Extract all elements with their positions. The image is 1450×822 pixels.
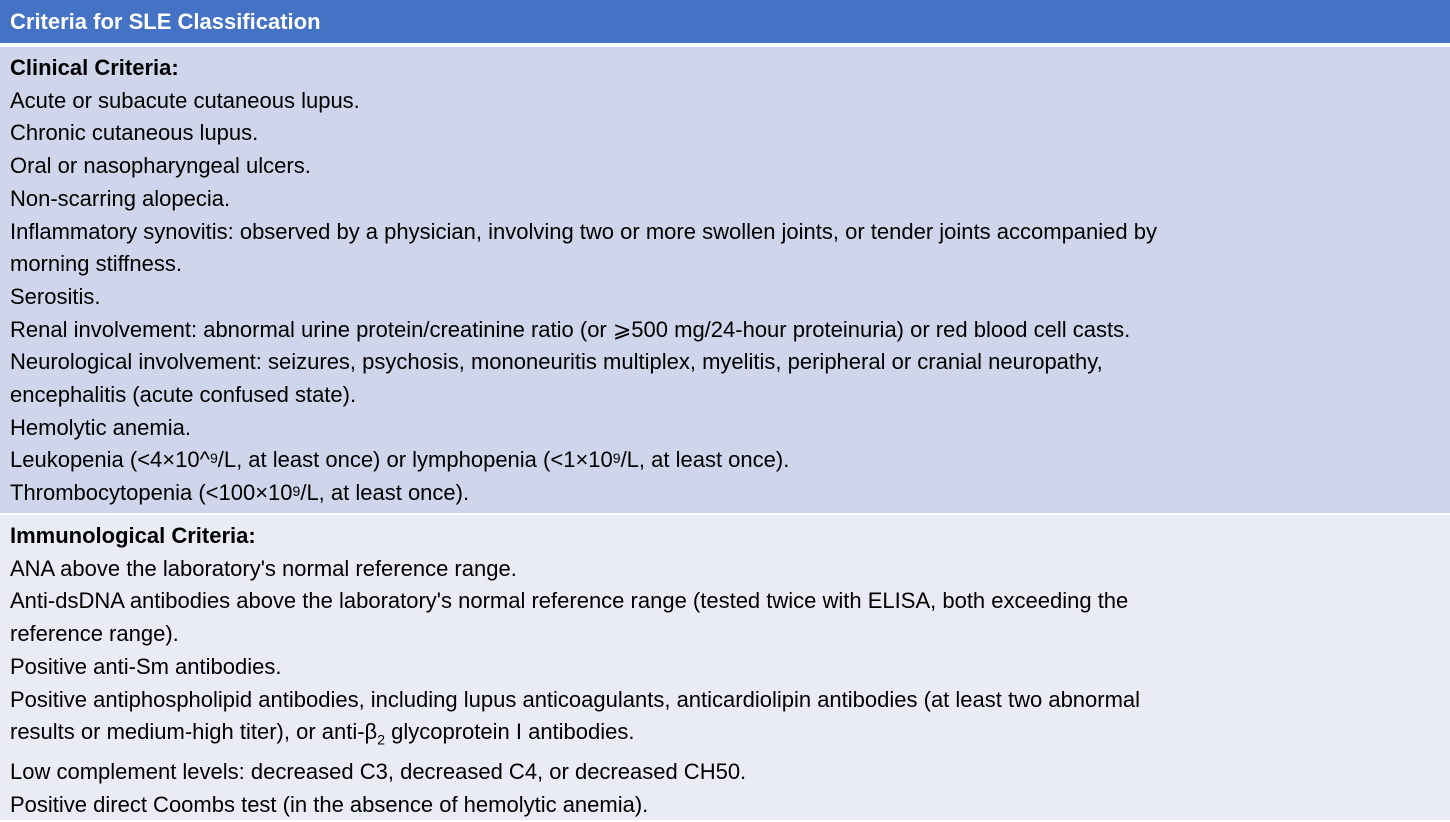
list-item: Non-scarring alopecia. (10, 185, 231, 211)
list-item: Low complement levels: decreased C3, decreased C4, or decreased CH50. (10, 759, 747, 785)
list-item: Oral or nasopharyngeal ulcers. (10, 153, 311, 179)
beta-text-b: glycoprotein I antibodies. (385, 719, 635, 745)
list-item: Inflammatory synovitis: observed by a physician, involving two or more swollen joints, or tender joints accompanied by (10, 218, 1157, 244)
immunological-criteria-section (0, 515, 1450, 820)
table-header: Criteria for SLE Classification (0, 0, 1450, 43)
superscript: 9 (292, 483, 301, 500)
list-item: Hemolytic anemia. (10, 414, 191, 440)
list-item: Acute or subacute cutaneous lupus. (10, 87, 360, 113)
list-item: Renal involvement: abnormal urine protein/creatinine ratio (or ⩾500 mg/24-hour proteinuria) or red blood cell casts. (10, 316, 1131, 342)
leukopenia-text-b: /L, at least once) or lymphopenia (<1×10 (217, 447, 613, 473)
thrombocytopenia-item (10, 477, 1450, 510)
subscript: 2 (377, 731, 386, 748)
leukopenia-text-c: /L, at least once). (620, 447, 790, 473)
list-item: encephalitis (acute confused state). (10, 382, 357, 408)
leukopenia-text-a: Leukopenia (<4×10^ (10, 447, 210, 473)
list-item: Positive anti-Sm antibodies. (10, 653, 282, 679)
beta2-item (10, 716, 1450, 756)
list-item: Positive antiphospholipid antibodies, including lupus anticoagulants, anticardiolipin antibodies (at least two abnormal (10, 686, 1141, 712)
immunological-criteria-title: Immunological Criteria: (10, 523, 256, 548)
list-item: ANA above the laboratory's normal reference range. (10, 555, 517, 581)
list-item: Serositis. (10, 283, 101, 309)
leukopenia-item (10, 444, 1450, 477)
list-item: Positive direct Coombs test (in the absence of hemolytic anemia). (10, 792, 649, 818)
list-item: Neurological involvement: seizures, psychosis, mononeuritis multiplex, myelitis, peripheral or cranial neuropathy, (10, 349, 1103, 375)
beta-text-a: results or medium-high titer), or anti-β (10, 719, 378, 745)
list-item: morning stiffness. (10, 251, 183, 277)
clinical-criteria-section (0, 47, 1450, 513)
list-item: Anti-dsDNA antibodies above the laboratory's normal reference range (tested twice with ELISA, both exceeding the (10, 588, 1129, 614)
clinical-criteria-title: Clinical Criteria: (10, 55, 179, 80)
list-item: reference range). (10, 621, 179, 647)
thrombo-text-b: /L, at least once). (300, 480, 470, 506)
list-item: Chronic cutaneous lupus. (10, 120, 259, 146)
superscript: 9 (612, 450, 621, 467)
thrombo-text-a: Thrombocytopenia (<100×10 (10, 480, 293, 506)
superscript: 9 (209, 450, 218, 467)
